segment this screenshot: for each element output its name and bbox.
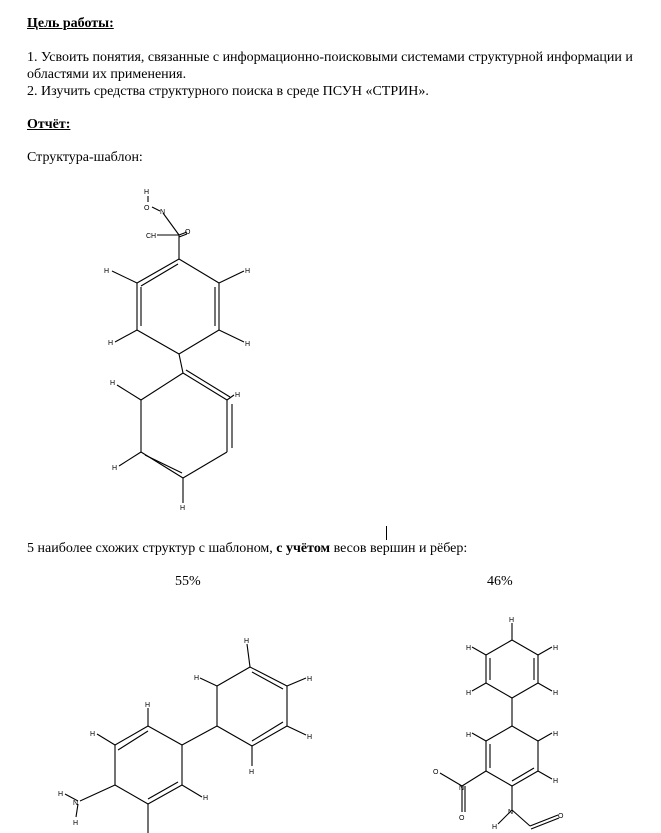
goal-item-1-cont: областями их применения. xyxy=(27,67,187,82)
result-1-similarity: 55% xyxy=(175,574,201,589)
svg-text:H: H xyxy=(112,465,118,472)
result-2-structure xyxy=(433,617,564,831)
svg-text:H: H xyxy=(194,675,200,682)
caption-bold: с учётом xyxy=(276,541,331,556)
svg-text:H: H xyxy=(492,824,498,831)
svg-text:H: H xyxy=(245,268,251,275)
svg-text:H: H xyxy=(509,617,515,624)
template-label: Структура-шаблон: xyxy=(27,150,143,165)
goal-item-1: 1. Усвоить понятия, связанные с информационно-поисковыми системами структурной информации и xyxy=(27,50,633,65)
svg-text:H: H xyxy=(180,505,186,512)
svg-text:H: H xyxy=(245,341,251,348)
svg-text:H: H xyxy=(235,392,241,399)
svg-text:H: H xyxy=(110,380,116,387)
svg-text:H: H xyxy=(553,778,559,785)
svg-text:O: O xyxy=(185,229,191,236)
svg-text:N: N xyxy=(508,809,514,816)
caption-suffix: весов вершин и рёбер: xyxy=(330,541,468,556)
svg-text:H: H xyxy=(307,734,313,741)
svg-text:H: H xyxy=(104,268,110,275)
svg-text:N: N xyxy=(459,785,465,792)
svg-text:H: H xyxy=(466,690,472,697)
svg-text:H: H xyxy=(466,645,472,652)
svg-text:O: O xyxy=(459,815,465,822)
svg-text:H: H xyxy=(108,340,114,347)
svg-text:H: H xyxy=(90,731,96,738)
svg-text:H: H xyxy=(466,732,472,739)
svg-text:H: H xyxy=(553,690,559,697)
svg-text:O: O xyxy=(558,813,564,820)
svg-text:H: H xyxy=(73,820,79,827)
svg-text:H: H xyxy=(307,676,313,683)
svg-text:O: O xyxy=(433,769,439,776)
svg-text:H: H xyxy=(249,769,255,776)
result-1-structure xyxy=(58,638,312,833)
result-2-similarity: 46% xyxy=(487,574,513,589)
goal-item-2: 2. Изучить средства структурного поиска в среде ПСУН «СТРИН». xyxy=(27,84,429,99)
report-heading: Отчёт: xyxy=(27,117,71,132)
goal-heading: Цель работы: xyxy=(27,16,114,31)
svg-text:H: H xyxy=(553,645,559,652)
svg-text:O: O xyxy=(144,205,150,212)
svg-text:H: H xyxy=(203,795,209,802)
template-structure xyxy=(104,189,250,512)
svg-text:N: N xyxy=(73,800,79,807)
svg-text:CH: CH xyxy=(146,233,157,240)
caption-prefix: 5 наиболее схожих структур с шаблоном, xyxy=(27,541,277,556)
svg-text:N: N xyxy=(160,209,166,216)
svg-text:H: H xyxy=(144,189,150,196)
svg-text:H: H xyxy=(553,731,559,738)
svg-text:H: H xyxy=(145,702,151,709)
svg-text:H: H xyxy=(58,791,64,798)
svg-text:H: H xyxy=(244,638,250,645)
